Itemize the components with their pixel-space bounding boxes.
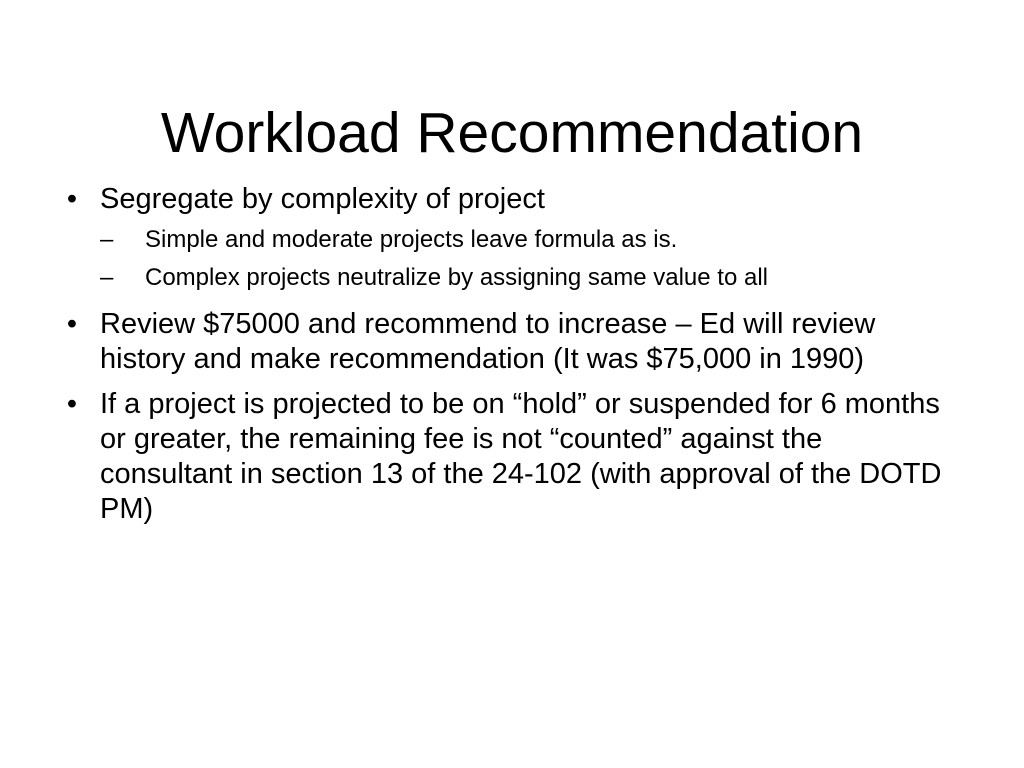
bullet-text: Review $75000 and recommend to increase – Ed will review history and make recommendation (It was $75,000 in 1990) xyxy=(100,308,876,375)
slide-title: Workload Recommendation xyxy=(160,101,864,166)
bullet-icon: • xyxy=(66,388,78,420)
dash-icon: – xyxy=(100,226,114,253)
dash-icon: – xyxy=(100,264,114,291)
sub-bullet-item xyxy=(100,259,960,297)
bullet-icon: • xyxy=(66,183,78,215)
bullet-icon: • xyxy=(66,308,78,340)
bullet-item xyxy=(60,182,960,297)
sub-bullet-text: Complex projects neutralize by assigning same value to all xyxy=(145,264,768,291)
bullet-list xyxy=(60,182,960,537)
bullet-item xyxy=(60,387,960,527)
bullet-item xyxy=(60,307,960,377)
sub-bullet-text: Simple and moderate projects leave formula as is. xyxy=(145,226,678,253)
sub-bullet-list xyxy=(100,221,960,297)
bullet-text: Segregate by complexity of project xyxy=(100,183,545,215)
sub-bullet-item xyxy=(100,221,960,259)
bullet-text: If a project is projected to be on “hold” or suspended for 6 months or greater, the remaining fee is not “counted” against the consultant in section 13 of the 24-102 (with approval of the DOTD PM) xyxy=(100,388,942,525)
